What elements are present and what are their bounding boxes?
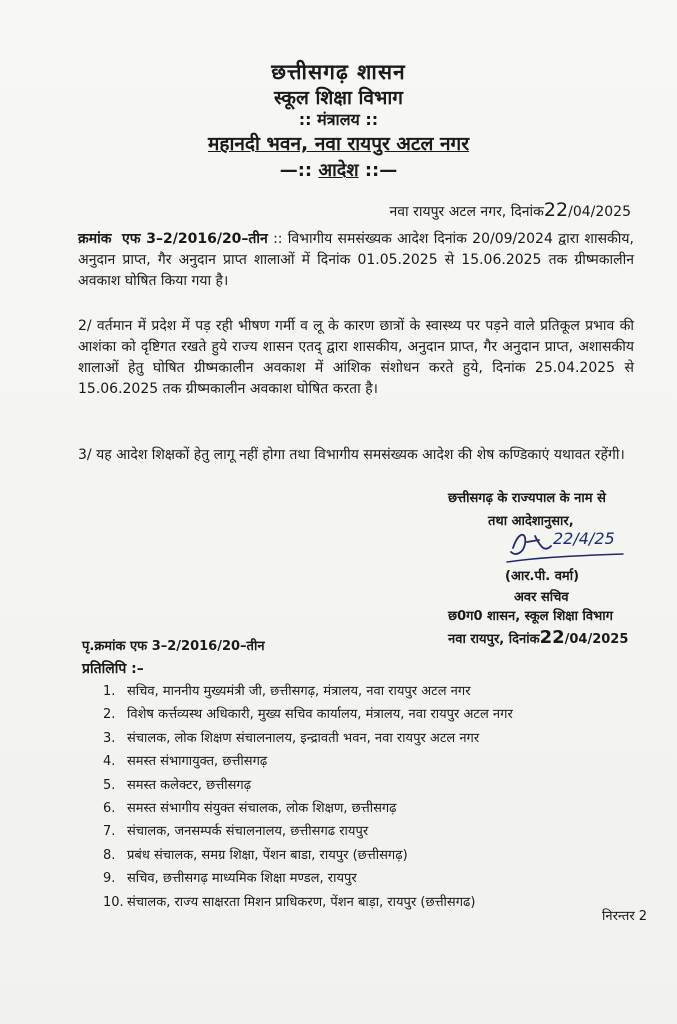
list-item [103, 844, 513, 867]
list-item-text: सचिव, छत्तीसगढ़ माध्यमिक शिक्षा मण्डल, रायपुर [127, 871, 357, 887]
title-suffix: ::— [358, 160, 398, 181]
list-item-text: समस्त संभागायुक्त, छत्तीसगढ़ [127, 754, 268, 770]
list-item [103, 797, 513, 820]
list-item-number: 5. [103, 777, 116, 793]
dateline-day: 22 [543, 199, 569, 221]
dateline-prefix: नवा रायपुर अटल नगर, दिनांक [389, 204, 544, 220]
signatory-date-rest: /04/2025 [564, 632, 629, 647]
dateline-rest: /04/2025 [568, 204, 631, 220]
order-reference: एफ 3–2/2016/20–तीन [122, 231, 268, 247]
header-government: छत्तीसगढ़ शासन [271, 60, 406, 84]
paragraph-3: 3/ यह आदेश शिक्षकों हेतु लागू नहीं होगा तथा विभागीय समसंख्यक आदेश की शेष कण्डिकाएं यथावत रहेंगी। [78, 447, 625, 463]
list-item-text: संचालक, जनसम्पर्क संचालनालय, छत्तीसगढ रायपुर [127, 824, 369, 840]
continued-note: निरन्तर 2 [602, 909, 648, 924]
list-item-text: प्रबंध संचालक, समग्र शिक्षा, पेंशन बाडा, रायपुर (छत्तीसगढ़) [127, 847, 408, 863]
signatory-department: छ0ग0 शासन, स्कूल शिक्षा विभाग [448, 609, 613, 624]
copy-reference: पृ.क्रमांक एफ 3–2/2016/20–तीन [82, 639, 265, 654]
handwritten-signature [505, 518, 625, 568]
paragraph-1-text: :: विभागीय समसंख्यक आदेश दिनांक 20/09/2024 द्वारा शासकीय, अनुदान प्राप्त, गैर अनुदान प्राप्त शालाओं में दिनांक 01.05.2025 से 15.06.2025 तक ग्रीष्मकालीन अवकाश घोषित किया गया है। [78, 231, 634, 289]
list-item-number: 8. [103, 847, 116, 863]
list-item-number: 10. [103, 894, 124, 910]
list-item-number: 7. [103, 824, 116, 840]
list-item-text: समस्त संभागीय संयुक्त संचालक, लोक शिक्षण, छत्तीसगढ़ [127, 800, 397, 816]
signature-order-line: तथा आदेशानुसार, [488, 514, 574, 529]
list-item-text: संचालक, राज्य साक्षरता मिशन प्राधिकरण, पेंशन बाड़ा, रायपुर (छत्तीसगढ) [127, 894, 476, 910]
signatory-name: (आर.पी. वर्मा) [505, 569, 580, 584]
list-item [103, 750, 513, 773]
signature-authority-line: छत्तीसगढ़ के राज्यपाल के नाम से [448, 491, 606, 506]
title-word: आदेश [318, 160, 359, 181]
list-item-number: 6. [103, 800, 116, 816]
list-item [103, 727, 513, 750]
signatory-date [448, 627, 628, 648]
paragraph-1 [78, 229, 634, 292]
list-item [103, 680, 513, 703]
paragraph-2: 2/ वर्तमान में प्रदेश में पड़ रही भीषण गर्मी व लू के कारण छात्रों के स्वास्थ्य पर पड़ने वाले प्रतिकूल प्रभाव की आशंका को दृष्टिगत रखते हुये राज्य शासन एतद् द्वारा शासकीय, अनुदान प्राप्त, गैर अनुदान प्राप्त, अशासकीय शालाओं हेतु घोषित ग्रीष्मकालीन अवकाश में आंशिक संशोधन करते हुये, दिनांक 25.04.2025 से 15.06.2025 तक ग्रीष्मकालीन अवकाश घोषित करता है। [78, 318, 634, 397]
list-item-number: 1. [103, 684, 116, 699]
signatory-date-day: 22 [539, 627, 565, 648]
signature-date: 22/4/25 [553, 529, 615, 548]
order-dateline [390, 199, 632, 221]
list-item [103, 820, 513, 843]
signatory-date-prefix: नवा रायपुर, दिनांक [448, 632, 540, 647]
header-ministry: :: मंत्रालय :: [298, 110, 379, 129]
list-item-text: विशेष कर्त्तव्यस्थ अधिकारी, मुख्य सचिव कार्यालय, मंत्रालय, नवा रायपुर अटल नगर [127, 707, 513, 723]
list-item-number: 3. [103, 730, 116, 746]
list-item-number: 4. [103, 754, 116, 770]
copy-recipient-list [103, 680, 513, 914]
list-item [103, 891, 513, 914]
header-department: स्कूल शिक्षा विभाग [274, 87, 403, 109]
list-item-text: समस्त कलेक्टर, छत्तीसगढ़ [127, 777, 252, 793]
header-address: महानदी भवन, नवा रायपुर अटल नगर [208, 133, 469, 155]
header-order-title [0, 158, 677, 182]
copy-label: प्रतिलिपि :– [82, 661, 144, 677]
list-item-number: 2. [103, 707, 116, 723]
list-item-number: 9. [103, 871, 116, 887]
list-item [103, 703, 513, 726]
list-item-text: सचिव, माननीय मुख्यमंत्री जी, छत्तीसगढ़, मंत्रालय, नवा रायपुर अटल नगर [127, 684, 471, 699]
title-prefix: —:: [279, 160, 319, 181]
list-item-text: संचालक, लोक शिक्षण संचालनालय, इन्द्रावती भवन, नवा रायपुर अटल नगर [127, 730, 480, 746]
list-item [103, 867, 513, 890]
signatory-designation: अवर सचिव [514, 590, 569, 605]
kramank-label: क्रमांक [78, 231, 112, 247]
list-item [103, 774, 513, 797]
